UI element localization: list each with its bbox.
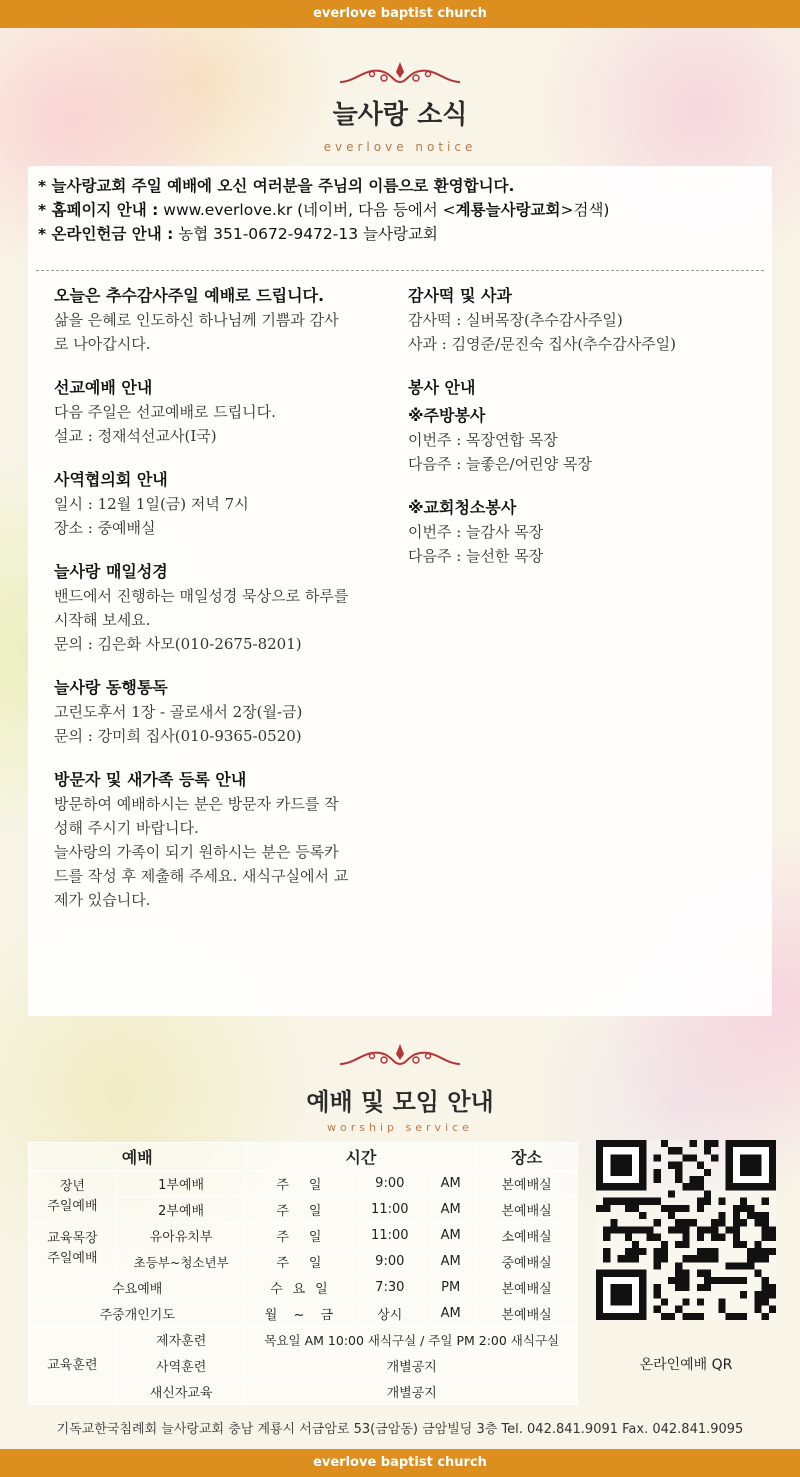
footer-address: 기독교한국침례회 늘사랑교회 충남 계룡시 서금암로 53(금암동) 금암빌딩 3층 Tel. 042.841.9091 Fax. 042.841.9095 [56,1422,744,1437]
table-row [29,1327,578,1353]
row-place: 본예배실 [476,1275,578,1301]
schedule-table [28,1142,578,1405]
group-sunday: 장년 주일예배 [29,1171,117,1223]
section-service: 봉사 안내 [408,378,476,397]
row-info: 개별공지 [246,1353,578,1379]
section-thanksgiving: 오늘은 추수감사주일 예배로 드립니다. 삶을 은혜로 인도하신 하나님께 기쁨과 감사 로 나아갑시다. [54,286,339,353]
row-name: 수요예배 [29,1275,246,1301]
row-ampm: AM [426,1249,476,1275]
row-place: 본예배실 [476,1171,578,1197]
top-banner: everlove baptist church [0,0,800,28]
top-ornament [336,60,464,90]
schedule-header-row [29,1143,578,1171]
row-name: 주중개인기도 [29,1301,246,1327]
section-daily-bible: 늘사랑 매일성경 밴드에서 진행하는 매일성경 묵상으로 하루를 시작해 보세요. 문의 : 김은화 사모(010-2675-8201) [54,562,349,653]
row-name: 2부예배 [116,1197,246,1223]
header-worship: 예배 [29,1143,246,1171]
row-place: 중예배실 [476,1249,578,1275]
table-row [29,1275,578,1301]
left-column [54,284,394,932]
row-time: 9:00 [354,1171,426,1197]
row-name: 1부예배 [116,1171,246,1197]
header-place: 장소 [476,1143,578,1171]
bottom-ornament [336,1042,464,1072]
row-day: 주일 [246,1249,354,1275]
schedule-subtitle: worship service [327,1121,473,1134]
section-visitor: 방문자 및 새가족 등록 안내 방문하여 예배하시는 분은 방문자 카드를 작 성해 주시기 바랍니다. 늘사랑의 가족이 되기 원하시는 분은 등록카 드를 작성 후 제출해 주세요. 새식구실에서 교 제가 있습니다. [54,770,349,909]
section-bible-reading: 늘사랑 동행통독 고린도후서 1장 - 골로새서 2장(월-금) 문의 : 강미희 집사(010-9365-0520) [54,678,303,745]
row-time: 11:00 [354,1223,426,1249]
qr-code-icon[interactable] [596,1140,776,1320]
row-place: 본예배실 [476,1301,578,1327]
row-info: 목요일 AM 10:00 새식구실 / 주일 PM 2:00 새식구실 [246,1327,578,1353]
homepage-line: * 홈페이지 안내 : www.everlove.kr (네이버, 다음 등에서 <계룡늘사랑교회>검색) [38,201,610,219]
notice-panel [28,166,772,1016]
group-edu-sunday: 교육목장 주일예배 [29,1223,117,1275]
row-time: 9:00 [354,1249,426,1275]
row-day: 주일 [246,1171,354,1197]
row-name: 유아유치부 [116,1223,246,1249]
row-ampm: AM [426,1301,476,1327]
row-ampm: AM [426,1171,476,1197]
row-ampm: PM [426,1275,476,1301]
row-day: 수요일 [246,1275,354,1301]
row-time: 7:30 [354,1275,426,1301]
notice-title: 늘사랑 소식 [332,100,468,130]
table-row [29,1171,578,1197]
homepage-url[interactable]: www.everlove.kr [158,201,293,219]
row-name: 초등부~청소년부 [116,1249,246,1275]
row-time: 상시 [354,1301,426,1327]
row-name: 제자훈련 [116,1327,246,1353]
divider [36,270,764,271]
row-day: 주일 [246,1223,354,1249]
table-row [29,1223,578,1249]
row-day: 주일 [246,1197,354,1223]
row-place: 본예배실 [476,1197,578,1223]
bottom-banner: everlove baptist church [0,1449,800,1477]
group-training: 교육훈련 [29,1327,117,1405]
table-row [29,1301,578,1327]
offering-line: * 온라인헌금 안내 : 농협 351-0672-9472-13 늘사랑교회 [38,225,438,243]
qr-label: 온라인예배 QR [639,1357,733,1373]
row-day: 월 ~ 금 [246,1301,354,1327]
welcome-line: * 늘사랑교회 주일 예배에 오신 여러분을 주님의 이름으로 환영합니다. [38,177,515,195]
row-info: 개별공지 [246,1379,578,1405]
row-name: 새신자교육 [116,1379,246,1405]
row-ampm: AM [426,1223,476,1249]
row-place: 소예배실 [476,1223,578,1249]
section-rice-cake: 감사떡 및 사과 감사떡 : 실버목장(추수감사주일) 사과 : 김영준/문진숙 집사(추수감사주일) [408,286,676,353]
notice-subtitle: everlove notice [323,140,477,154]
section-cleaning: ※교회청소봉사 이번주 : 늘감사 목장 다음주 : 늘선한 목장 [408,498,544,565]
section-mission: 선교예배 안내 다음 주일은 선교예배로 드립니다. 설교 : 정재석선교사(I국) [54,378,276,445]
row-ampm: AM [426,1197,476,1223]
header-time: 시간 [246,1143,476,1171]
section-kitchen: ※주방봉사 이번주 : 목장연합 목장 다음주 : 늘좋은/어린양 목장 [408,406,592,473]
row-time: 11:00 [354,1197,426,1223]
schedule-title: 예배 및 모임 안내 [306,1087,494,1116]
section-ministry-council: 사역협의회 안내 일시 : 12월 1일(금) 저녁 7시 장소 : 중예배실 [54,470,249,537]
right-column [408,284,758,588]
intro-block [38,174,758,246]
row-name: 사역훈련 [116,1353,246,1379]
